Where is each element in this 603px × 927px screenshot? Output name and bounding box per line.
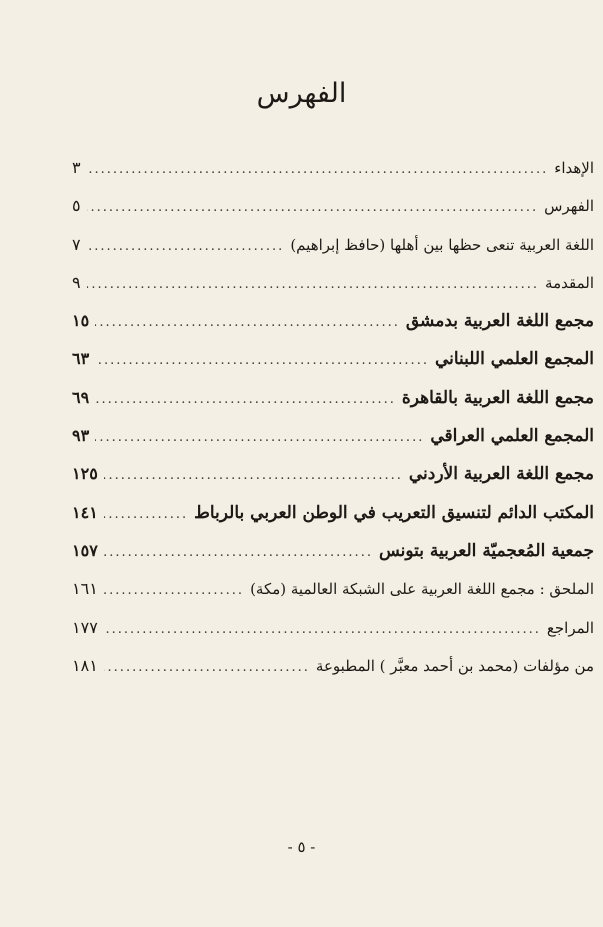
- dot-leader: [104, 622, 541, 637]
- toc-entry-page: ٦٩: [72, 387, 90, 407]
- dot-leader: [95, 392, 396, 407]
- toc-entry-title: اللغة العربية تنعى حظها بين أهلها (حافظ إبراهيم): [290, 235, 594, 254]
- toc-entry: [72, 464, 594, 502]
- toc-entry-page: ١٨١: [72, 655, 98, 675]
- toc-entry-page: ١٥: [72, 311, 90, 331]
- toc-entry-page: ٧: [72, 234, 81, 254]
- toc-entry-title: المقدمة: [545, 273, 594, 292]
- toc-entry: [72, 349, 594, 387]
- toc-entry-title: مجمع اللغة العربية بالقاهرة: [401, 387, 594, 408]
- dot-leader: [95, 315, 400, 330]
- toc-entry-page: ٣: [72, 158, 81, 177]
- toc-entry: [72, 618, 594, 656]
- toc-entry-title: المجمع العلمي اللبناني: [434, 349, 594, 370]
- toc-entry-title: الإهداء: [554, 159, 594, 177]
- dot-leader: [104, 660, 310, 675]
- table-of-contents: [72, 158, 594, 694]
- toc-entry: [72, 311, 594, 349]
- toc-entry: [72, 158, 594, 196]
- toc-entry-title: مجمع اللغة العربية بدمشق: [405, 311, 594, 332]
- toc-entry-title: مجمع اللغة العربية الأردني: [408, 464, 594, 485]
- toc-entry-page: ١٥٧: [72, 540, 98, 560]
- toc-entry: [72, 273, 594, 311]
- page-number-footer: - ٥ -: [287, 838, 316, 856]
- dot-leader: [87, 162, 549, 177]
- toc-entry: [72, 426, 594, 464]
- dot-leader: [104, 583, 244, 598]
- toc-entry-title: جمعية المُعجميّة العربية بتونس: [378, 540, 594, 561]
- toc-entry-title: الفهرس: [544, 197, 594, 216]
- toc-entry-title: المراجع: [546, 618, 594, 637]
- toc-entry-title: المجمع العلمي العراقي: [430, 426, 594, 447]
- toc-entry-page: ١٦١: [72, 579, 98, 599]
- toc-entry-page: ١٤١: [72, 502, 98, 522]
- toc-entry: [72, 503, 594, 541]
- toc-entry: [72, 196, 594, 234]
- toc-entry-title: المكتب الدائم لتنسيق التعريب في الوطن العربي بالرباط: [194, 502, 594, 523]
- toc-entry-page: ٦٣: [72, 349, 90, 369]
- dot-leader: [95, 430, 424, 445]
- dot-leader: [104, 507, 188, 522]
- toc-entry-page: ٥: [72, 196, 81, 216]
- dot-leader: [95, 353, 429, 368]
- toc-entry: [72, 235, 594, 273]
- toc-entry-title: من مؤلفات (محمد بن أحمد معبَّر ) المطبوعة: [315, 656, 594, 675]
- dot-leader: [104, 545, 373, 560]
- dot-leader: [87, 239, 285, 254]
- toc-entry-page: ١٢٥: [72, 464, 98, 484]
- toc-entry: [72, 541, 594, 579]
- toc-entry: [72, 656, 594, 694]
- dot-leader: [87, 200, 539, 215]
- dot-leader: [87, 277, 539, 292]
- dot-leader: [104, 468, 403, 483]
- toc-entry-page: ٩: [72, 272, 81, 292]
- toc-entry-page: ١٧٧: [72, 617, 98, 637]
- toc-entry-title: الملحق : مجمع اللغة العربية على الشبكة العالمية (مكة): [250, 580, 594, 599]
- toc-entry: [72, 579, 594, 617]
- page-title: الفهرس: [256, 78, 347, 109]
- toc-entry-page: ٩٣: [72, 426, 90, 446]
- toc-entry: [72, 388, 594, 426]
